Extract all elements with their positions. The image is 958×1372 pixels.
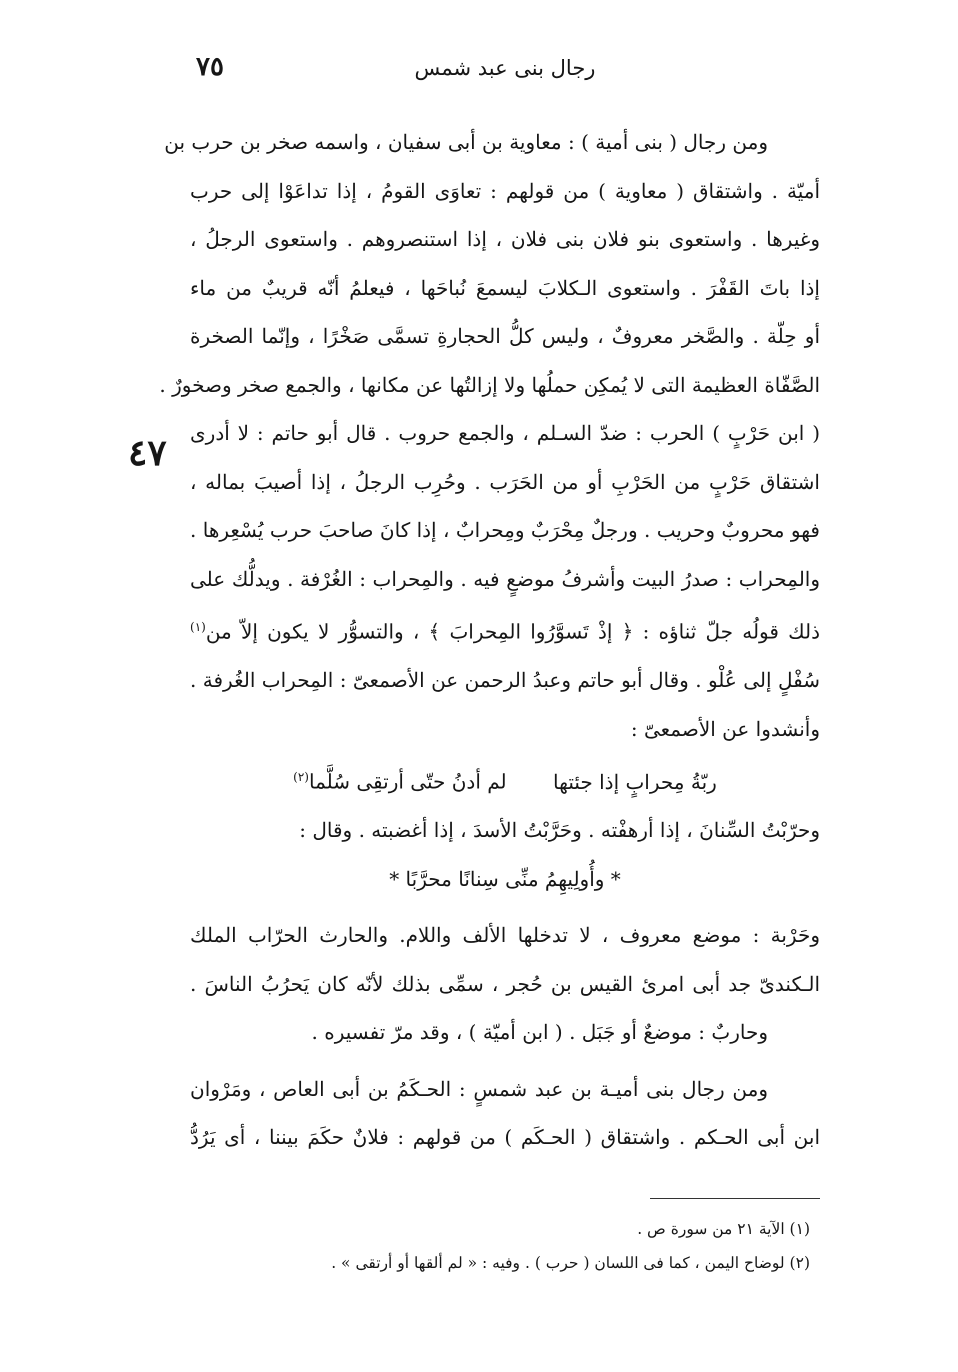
text-segment: ذلك قولُه جلّ ثناؤه : ﴿ إذْ تَسوَّرُوا المِحرابَ ﴾ ، والتسوُّر لا يكون إلاّ من: [205, 619, 820, 644]
footnote-2: (٢) لوضاح اليمن ، كما فى اللسان ( حرب ) . وفيه : « لم ألقها أو أرتقى » .: [331, 1254, 810, 1272]
text-line: والمِحراب : صدرُ البيت وأشرفُ موضعٍ فيه . والمِحراب : الغُرْفة . ويدلُّك على: [190, 566, 820, 591]
text-line: ومن رجال بنى أميـة بن عبد شمسٍ : الحـكَمُ بن أبى العاص ، ومَرْوان: [190, 1076, 768, 1101]
paragraph-1: [159, 118, 820, 409]
spacer: [190, 1057, 820, 1065]
page-header: [190, 52, 820, 92]
text-line: وحاربٌ : موضعٌ أو جَبَل . ( ابن أميّة ) ، وقد مرّ تفسيره .: [311, 1020, 768, 1045]
text-line: سُفْلٍ إلى عُلْو . وقال أبو حاتم وعبدُ الرحمن عن الأصمعىّ : المِحراب الغُرفة .: [190, 668, 820, 693]
verse-1: [190, 753, 820, 806]
footnote-separator: [650, 1198, 820, 1199]
spacer: [190, 903, 820, 911]
text-line: وغيرها . واستعوى بنو فلان بنى فلان ، إذا استنصروهم . واستعوى الرجلُ ،: [190, 227, 820, 251]
text-line: ( ابن حَرْبٍ ) الحرب : ضدّ السـلم ، والجمع حروب . قال أبو حاتم : لا أدرى: [190, 421, 820, 445]
text-line: أو حِلّة . والصَّخر معروفٌ ، وليس كلُّ الحجارةِ تسمَّى صَخْرًا ، وإنّما الصخرة: [190, 324, 820, 348]
text-line: أميّة . واشتقاق ( معاوية ) من قولهم : تعاوَى القومُ ، إذا تداعَوْا إلى حرب: [190, 178, 820, 203]
body-text: [159, 118, 820, 1162]
verse-hemistich-1: ربّةُ مِحرابٍ إذا جئتها: [553, 769, 717, 794]
text-line: وأنشدوا عن الأصمعىّ :: [630, 716, 820, 741]
page-number: ٧٥: [196, 52, 224, 82]
text-line: فهو محروبٌ وحريب . ورجلٌ مِحْرَبٌ ومِحرابٌ ، إذا كانَ صاحبَ حرب يُسْعِرها .: [190, 518, 820, 542]
paragraph-2: [190, 409, 820, 753]
footnote-1: (١) الآية ٢١ من سورة ص .: [637, 1220, 810, 1238]
text-line: [190, 603, 820, 656]
text-line: وحَرْبة : موضع معروف ، لا تدخلها الألف واللام. والحارث الحرّاب الملك: [190, 923, 820, 948]
text-line: الـكندىّ جد أبى امرئ القيس بن حُجر ، سمِّى بذلك لأنّه كان يَحرُبُ الناسَ .: [190, 971, 820, 996]
text-line: الصَّفّاة العظيمة التى لا يُمكِن حملُها ولا إزالتُها عن مكانها ، والجمع صخر وصخورٌ .: [159, 372, 820, 397]
text-line: اشتقاق حَرْبٍ من الحَرْبِ أو من الحَرَب . وحُرِب الرجلُ ، إذا أصيبَ بماله ،: [190, 469, 820, 494]
text-line: ومن رجال ( بنى أمية ) : معاوية بن أبى سفيان ، واسمه صخر بن حرب بن: [164, 130, 768, 154]
margin-number: ٤٧: [128, 432, 167, 474]
footnote-mark-2: (٢): [293, 770, 309, 785]
verse-hemistich-2: لم أدنُ حتّى أرتقِى سُلَّما: [308, 769, 507, 794]
text-line: إذا باتَ القَفْرَ . واستعوى الـكلابَ ليسمعَ نُباحَها ، فيعلمُ أنّه قريبٌ من ماء: [190, 275, 820, 300]
running-title: رجال بنى عبد شمس: [414, 56, 596, 80]
paragraph-5: [190, 1065, 820, 1162]
text-line: ابن أبى الحـكم . واشتقاق ( الحـكَم ) من قولهم : فلانٌ حكَمَ بيننا ، أى يَرُدُّ: [190, 1125, 820, 1150]
footnotes: [190, 1212, 810, 1280]
paragraph-3: [190, 806, 820, 855]
footnote-mark-1: (١): [190, 620, 206, 634]
paragraph-4: [190, 911, 820, 1057]
text-line: وحرّبْتُ السِّنانَ ، إذا أرهفْته . وحَرَّبْتُ الأسدَ ، إذا أغضبته . وقال :: [299, 818, 820, 843]
verse-2: * وأُولِيهِمُ منِّى سِنانًا محرَّبًا *: [389, 866, 621, 891]
